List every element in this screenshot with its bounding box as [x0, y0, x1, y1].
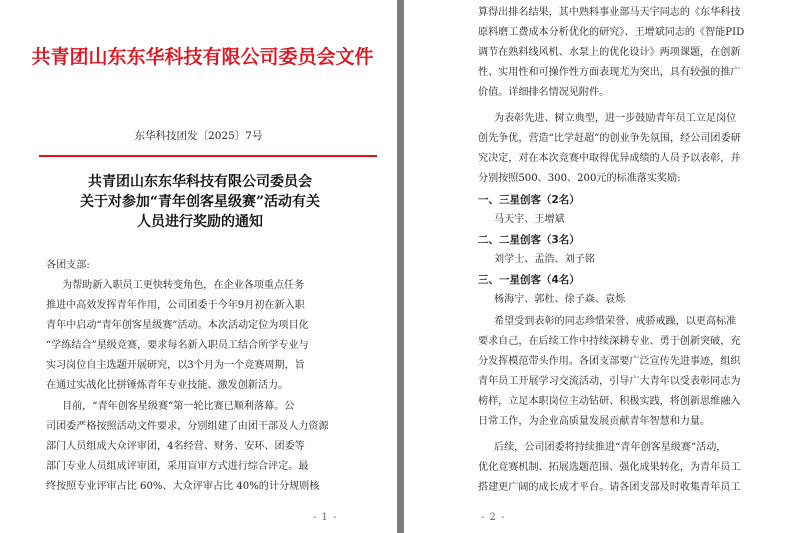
notice-title-line-1: 共青团山东东华科技有限公司委员会 [88, 174, 312, 190]
paragraph-line: 为表彰先进、树立典型，进一步鼓励青年员工立足岗位 [494, 113, 737, 124]
paragraph-line: 价值。详细排名情况见附件。 [478, 87, 610, 98]
paragraph-line: 分发挥模范带头作用。各团支部要广泛宣传先进事迹，组织 [478, 356, 741, 367]
paragraph-line: 终按照专业评审占比 60%、大众评审占比 40%的计分规则核 [46, 481, 320, 492]
paragraph-line: 性、实用性和可操作性方面表现尤为突出，具有较强的推广 [478, 67, 741, 78]
page-number: - 1 - [313, 512, 338, 523]
tier-names-one-star: 杨海宁、郭杜、徐子焱、袁烁 [494, 294, 626, 305]
paragraph-line: 青年员工开展学习交流活动，引导广大青年以受表彰同志为 [478, 376, 741, 387]
paragraph-line: 原料磨工费成本分析优化的研究》、王增斌同志的《智能PID [478, 27, 745, 38]
paragraph-line: 在通过实战化比拼锤炼青年专业技能、激发创新活力。 [46, 380, 289, 391]
document-page-1 [0, 0, 397, 533]
paragraph-line: 推进中高效发挥青年作用，公司团委于今年9月初在新入职 [46, 300, 305, 311]
tier-names-three-star: 马天宇、王增斌 [494, 214, 565, 225]
page-number: - 2 - [481, 512, 506, 523]
paragraph-line: 分别按照500、300、200元的标准落实奖励: [478, 173, 681, 184]
paragraph-line: 希望受到表彰的同志珍惜荣誉、戒骄戒躁，以更高标准 [494, 316, 737, 327]
notice-title-line-3: 人员进行奖励的通知 [137, 214, 263, 230]
paragraph-line: 创先争优，营造“比学赶超”的创业争先氛围，经公司团委研 [478, 133, 741, 144]
paragraph-line: 日常工作，为企业高质量发展贡献青年智慧和力量。 [478, 416, 711, 427]
document-number: 东华科技团发〔2025〕7号 [134, 130, 263, 142]
paragraph-line: 优化竞赛机制、拓展选题范围、强化成果转化，为青年员工 [478, 462, 741, 473]
paragraph-line: 部门人员组成大众评审团，4名经营、财务、安环、团委等 [46, 441, 305, 452]
tier-names-two-star: 刘学士、孟浩、刘子铭 [494, 254, 595, 265]
tier-heading-two-star: 二、二星创客（3名） [478, 234, 580, 246]
paragraph-line: “学练结合”星级竞赛，要求每名新入职员工结合所学专业与 [46, 340, 309, 351]
notice-title-line-2: 关于对参加“青年创客星级赛”活动有关 [79, 194, 321, 210]
paragraph-line: 青年中启动“青年创客星级赛”活动。本次活动定位为项目化 [46, 320, 309, 331]
paragraph-line: 部门专业人员组成评审团，采用盲审方式进行综合评定。最 [46, 461, 309, 472]
red-divider-line [39, 155, 377, 157]
paragraph-line: 究决定，对在本次竞赛中取得优异成绩的人员予以表彰，并 [478, 153, 741, 164]
tier-heading-three-star: 一、三星创客（2名） [478, 194, 580, 206]
paragraph-line: 为帮助新入职员工更快转变角色，在企业各项重点任务 [62, 280, 305, 291]
paragraph-line: 要求自己，在后续工作中持续深耕专业、勇于创新突破，充 [478, 336, 741, 347]
paragraph-line: 实习岗位自主选题开展研究，以3个月为一个竞赛周期，旨 [46, 360, 305, 371]
paragraph-line: 榜样，立足本职岗位主动钻研、积极实践，将创新思维融入 [478, 396, 741, 407]
paragraph-line: 目前，“青年创客星级赛”第一轮比赛已顺利落幕。公 [62, 401, 295, 412]
paragraph-line: 后续，公司团委将持续推进“青年创客星级赛”活动， [494, 442, 727, 453]
tier-heading-one-star: 三、一星创客（4名） [478, 274, 580, 286]
paragraph-line: 算得出排名结果，其中熟料事业部马天宇同志的《东华科技 [478, 7, 741, 18]
red-header-title: 共青团山东东华科技有限公司委员会文件 [31, 46, 374, 68]
paragraph-line: 调节在熟料线风机、水泵上的优化设计》两项课题，在创新 [478, 47, 741, 58]
salutation: 各团支部: [46, 260, 90, 271]
paragraph-line: 司团委严格按照活动文件要求，分别组建了由团干部及人力资源 [46, 421, 329, 432]
paragraph-line: 搭建更广阔的成长成才平台。请各团支部及时收集青年员工 [478, 482, 741, 493]
